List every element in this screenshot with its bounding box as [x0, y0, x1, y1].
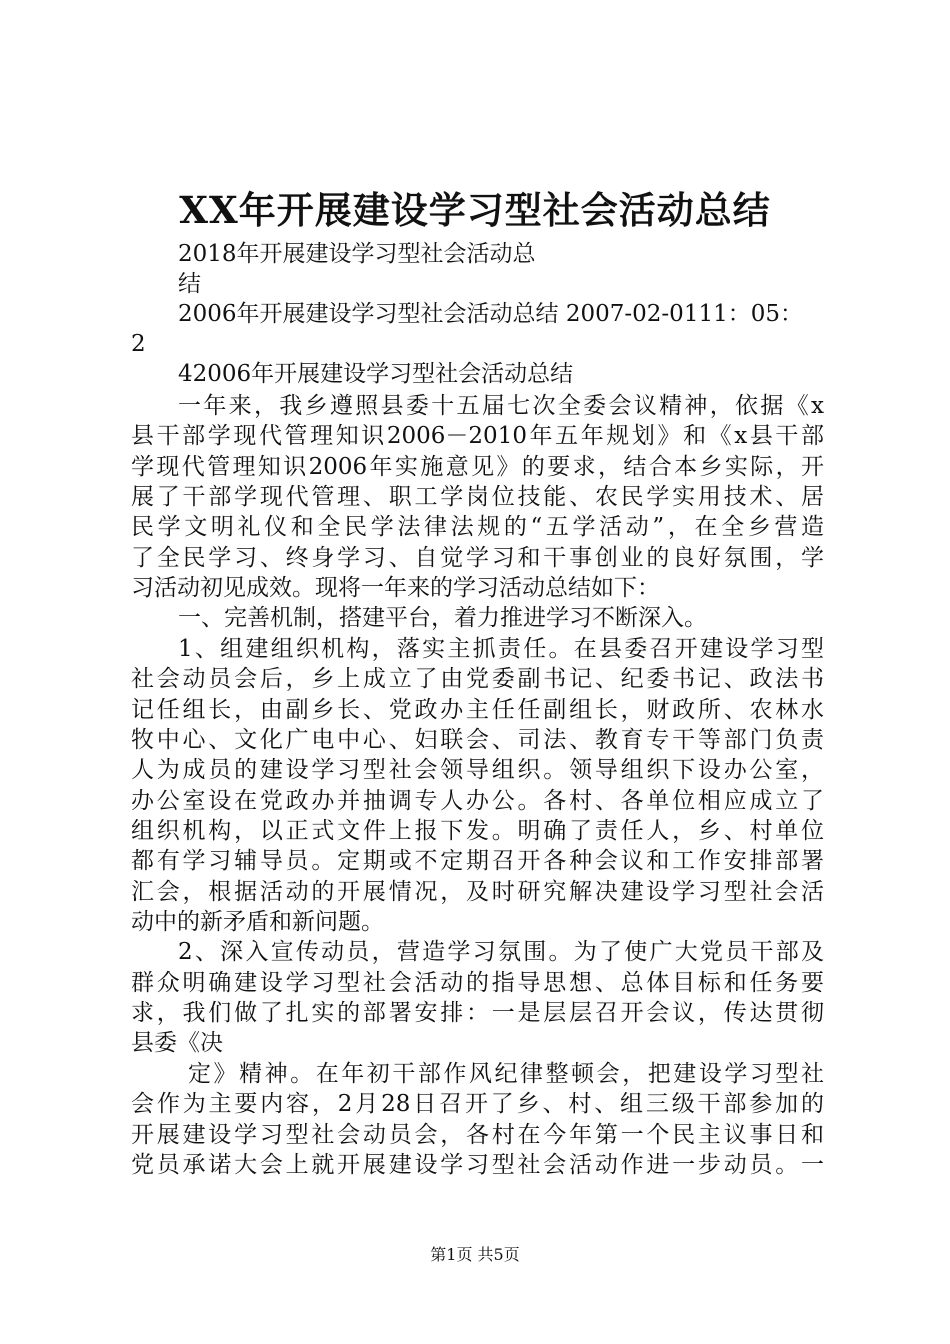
body-line: 2	[131, 331, 146, 357]
body-line: 学现代管理知识2006年实施意见》的要求，结合本乡实际，开	[131, 454, 824, 480]
body-line: 民学文明礼仪和全民学法律法规的“五学活动”，在全乡营造	[131, 514, 824, 540]
body-line: 2018年开展建设学习型社会活动总	[178, 241, 536, 267]
body-line: 习活动初见成效。现将一年来的学习活动总结如下：	[131, 575, 660, 601]
body-line: 汇会，根据活动的开展情况，及时研究解决建设学习型社会活	[131, 879, 824, 905]
body-line: 2、深入宣传动员，营造学习氛围。为了使广大党员干部及	[178, 939, 824, 965]
body-line: 求，我们做了扎实的部署安排：一是层层召开会议，传达贯彻	[131, 1000, 824, 1026]
body-line: 县委《决	[131, 1030, 223, 1056]
body-line: 都有学习辅导员。定期或不定期召开各种会议和工作安排部署	[131, 848, 824, 874]
body-line: 定》精神。在年初干部作风纪律整顿会，把建设学习型社	[188, 1061, 824, 1087]
body-line: 办公室设在党政办并抽调专人办公。各村、各单位相应成立了	[131, 788, 824, 814]
body-line: 1、组建组织机构，落实主抓责任。在县委召开建设学习型	[178, 636, 824, 662]
body-line: 牧中心、文化广电中心、妇联会、司法、教育专干等部门负责	[131, 727, 824, 753]
body-line: 人为成员的建设学习型社会领导组织。领导组织下设办公室，	[131, 757, 824, 783]
body-line: 动中的新矛盾和新问题。	[131, 909, 384, 935]
body-line: 展了干部学现代管理、职工学岗位技能、农民学实用技术、居	[131, 484, 824, 510]
body-line: 组织机构，以正式文件上报下发。明确了责任人，乡、村单位	[131, 818, 824, 844]
body-line: 群众明确建设学习型社会活动的指导思想、总体目标和任务要	[131, 970, 824, 996]
body-line: 开展建设学习型社会动员会，各村在今年第一个民主议事日和	[131, 1122, 824, 1148]
body-line: 党员承诺大会上就开展建设学习型社会活动作进一步动员。一	[131, 1152, 824, 1178]
body-line: 记任组长，由副乡长、党政办主任任副组长，财政所、农林水	[131, 697, 824, 723]
body-line: 社会动员会后，乡上成立了由党委副书记、纪委书记、政法书	[131, 666, 824, 692]
body-line: 一年来，我乡遵照县委十五届七次全委会议精神，依据《x	[178, 393, 824, 419]
page-number-footer: 第1页 共5页	[430, 1245, 520, 1264]
body-line: 42006年开展建设学习型社会活动总结	[178, 361, 574, 387]
body-line: 县干部学现代管理知识2006－2010年五年规划》和《x县干部	[131, 423, 824, 449]
body-line: 了全民学习、终身学习、自觉学习和干事创业的良好氛围，学	[131, 545, 824, 571]
body-line: 2006年开展建设学习型社会活动总结 2007-02-0111：05：	[178, 301, 803, 327]
body-line: 会作为主要内容，2月28日召开了乡、村、组三级干部参加的	[131, 1091, 824, 1117]
body-line: 一、完善机制，搭建平台，着力推进学习不断深入。	[178, 605, 707, 631]
document-title: XX年开展建设学习型社会活动总结	[179, 188, 771, 232]
body-line: 结	[178, 271, 201, 297]
